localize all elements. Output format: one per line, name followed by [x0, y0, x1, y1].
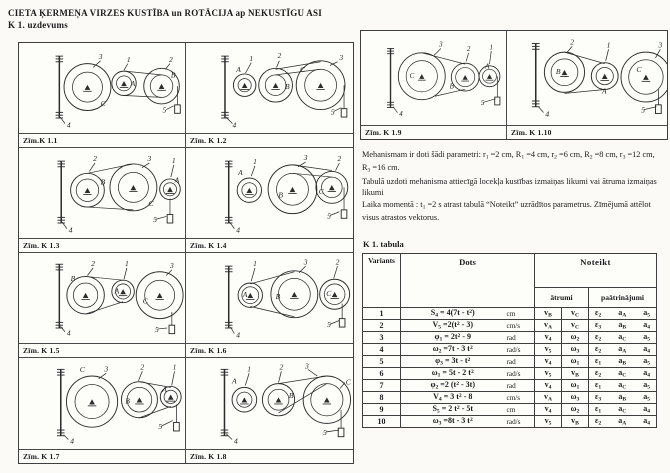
figure-caption: Zīm. K 1.4 — [186, 238, 353, 252]
figure-caption: Zīm. K 1.7 — [19, 449, 185, 463]
velocity-1: $v_4$ — [535, 332, 562, 344]
velocity-1: $v_5$ — [535, 368, 562, 380]
mechanism-diagram — [186, 253, 353, 343]
velocity-1: $v_5$ — [535, 344, 562, 356]
velocity-1: $v_4$ — [535, 356, 562, 368]
figures-grid-right — [360, 30, 668, 140]
acceleration-1: $\varepsilon_2$ — [595, 344, 602, 355]
mechanism-diagram-svg — [19, 43, 185, 133]
acceleration-3: $a_4$ — [643, 368, 650, 379]
svg-text:4: 4 — [233, 436, 238, 446]
figure-cell — [186, 253, 353, 358]
svg-text:5: 5 — [327, 211, 331, 221]
svg-text:B: B — [170, 70, 176, 80]
variants-table — [362, 253, 657, 428]
svg-text:C: C — [345, 377, 351, 387]
variant-number: 2 — [363, 320, 401, 332]
svg-text:4: 4 — [66, 328, 71, 338]
svg-text:5: 5 — [330, 107, 335, 117]
svg-text:1: 1 — [253, 259, 257, 269]
acceleration-1: $\varepsilon_1$ — [595, 404, 602, 415]
acceleration-2: $a_C$ — [618, 368, 627, 379]
acceleration-2: $a_B$ — [618, 356, 627, 367]
svg-text:C: C — [636, 65, 642, 75]
svg-text:1: 1 — [249, 53, 254, 63]
table-row — [363, 356, 657, 368]
svg-text:4: 4 — [232, 120, 237, 130]
col-header-atrumi: ātrumi — [535, 288, 589, 308]
accelerations — [589, 416, 657, 428]
acceleration-3: $a_5$ — [643, 332, 650, 343]
svg-text:B: B — [284, 81, 290, 91]
acceleration-3: $a_5$ — [643, 392, 650, 403]
mechanism-diagram-svg — [186, 148, 353, 238]
svg-text:C: C — [79, 365, 85, 375]
formula-unit: cm/s — [505, 392, 535, 404]
table-row — [363, 308, 657, 320]
mechanism-diagram — [19, 148, 185, 238]
accelerations — [589, 320, 657, 332]
formula-unit: cm/s — [505, 320, 535, 332]
svg-text:B: B — [125, 396, 130, 406]
figure-caption: Zīm. K 1.2 — [186, 133, 353, 147]
velocity-2: $\omega_3$ — [562, 344, 589, 356]
table-row — [363, 392, 657, 404]
figure-cell — [186, 148, 353, 253]
title-line1: CIETA ĶERMEŅA VIRZES KUSTĪBA un ROTĀCIJA ap NEKUSTĪGU ASI — [8, 8, 323, 18]
svg-text:3: 3 — [303, 153, 308, 163]
acceleration-1: $\varepsilon_1$ — [595, 380, 602, 391]
svg-text:3: 3 — [303, 257, 308, 267]
mechanism-diagram — [361, 31, 506, 125]
svg-text:C: C — [100, 98, 106, 108]
figure-caption: Zīm. K 1.8 — [186, 449, 353, 463]
svg-text:B: B — [555, 67, 561, 77]
figure-cell — [19, 148, 186, 253]
velocity-2: $\omega_3$ — [562, 392, 589, 404]
svg-text:A: A — [162, 385, 167, 395]
svg-text:2: 2 — [169, 54, 173, 64]
svg-text:4: 4 — [68, 225, 73, 235]
svg-text:1: 1 — [124, 259, 129, 269]
figure-caption: Zīm. K 1.10 — [507, 125, 667, 139]
svg-text:C: C — [148, 199, 154, 209]
accelerations — [589, 356, 657, 368]
acceleration-2: $a_B$ — [618, 392, 627, 403]
mechanism-diagram-svg — [186, 358, 353, 449]
accelerations — [589, 404, 657, 416]
table-row — [363, 416, 657, 428]
formula-unit: rad — [505, 332, 535, 344]
acceleration-2: $a_A$ — [618, 308, 627, 319]
svg-text:A: A — [601, 86, 607, 96]
figure-cell — [19, 358, 186, 463]
svg-text:3: 3 — [305, 361, 309, 371]
velocity-2: $v_C$ — [562, 308, 589, 320]
svg-text:A: A — [238, 168, 243, 178]
velocity-1: $v_4$ — [535, 404, 562, 416]
variant-number: 3 — [363, 332, 401, 344]
acceleration-2: $a_C$ — [618, 332, 627, 343]
given-formula: $\omega_3 =8t - 3$ $t^2$ — [401, 416, 505, 428]
svg-text:2: 2 — [335, 257, 340, 267]
given-formula: $S_5 = 2$ $t^2 - 5t$ — [401, 404, 505, 416]
acceleration-1: $\varepsilon_2$ — [595, 368, 602, 379]
accelerations — [589, 332, 657, 344]
svg-text:B: B — [70, 274, 76, 284]
svg-text:2: 2 — [337, 154, 342, 164]
acceleration-2: $a_C$ — [618, 404, 627, 415]
svg-text:C: C — [142, 296, 148, 306]
acceleration-1: $\varepsilon_2$ — [595, 308, 602, 319]
col-header-paatrinajumi: paātrinājumi — [589, 288, 657, 308]
acceleration-2: $a_A$ — [618, 416, 627, 427]
svg-text:C: C — [326, 289, 332, 299]
formula-unit: rad/s — [505, 416, 535, 428]
figure-cell — [19, 43, 186, 148]
mechanism-diagram-svg — [19, 148, 185, 238]
formula-unit: rad/s — [505, 344, 535, 356]
figure-caption: Zīm. K 1.5 — [19, 343, 185, 357]
acceleration-3: $a_5$ — [643, 380, 650, 391]
acceleration-2: $a_C$ — [618, 380, 627, 391]
mechanism-diagram — [507, 31, 667, 125]
svg-text:B: B — [275, 291, 281, 301]
acceleration-3: $a_4$ — [643, 416, 650, 427]
description-parameters: Mehanismam ir doti šādi parametri: $r_1 =2$ cm, $R_1 =4$ cm, $r_2 =6$ cm, $R_2 =8$ cm, $r_3 =12$ cm, $R_3 =16$ cm. — [362, 150, 655, 174]
figures-grid-left — [18, 42, 354, 464]
svg-text:4: 4 — [545, 109, 550, 119]
svg-text:5: 5 — [480, 98, 485, 107]
mechanism-diagram-svg — [186, 43, 353, 133]
table-body — [363, 308, 657, 428]
svg-text:2: 2 — [140, 362, 145, 372]
svg-text:A: A — [485, 62, 490, 71]
svg-text:2: 2 — [91, 259, 95, 269]
svg-text:4: 4 — [236, 225, 240, 235]
velocity-1: $v_5$ — [535, 416, 562, 428]
velocity-1: $v_A$ — [535, 392, 562, 404]
velocity-1: $v_B$ — [535, 308, 562, 320]
figure-caption: Zīm.K 1.1 — [19, 133, 185, 147]
mechanism-diagram — [19, 358, 185, 449]
given-formula: $V_5 =2(t^2 - 3)$ — [401, 320, 505, 332]
svg-text:5: 5 — [641, 105, 645, 115]
svg-text:C: C — [299, 65, 305, 75]
given-formula: $\varphi_3 = 3t - t^2$ — [401, 356, 505, 368]
svg-text:4: 4 — [236, 330, 240, 340]
figure-cell — [361, 31, 507, 139]
svg-text:B: B — [100, 177, 106, 187]
variant-number: 1 — [363, 308, 401, 320]
acceleration-3: $a_4$ — [643, 320, 650, 331]
svg-text:3: 3 — [169, 261, 174, 270]
velocity-2: $v_B$ — [562, 416, 589, 428]
acceleration-3: $a_5$ — [643, 308, 650, 319]
mechanism-diagram — [19, 253, 185, 343]
velocity-1: $v_4$ — [535, 380, 562, 392]
col-header-noteikt: Noteikt — [535, 254, 657, 288]
svg-text:A: A — [130, 79, 136, 89]
figure-cell — [19, 253, 186, 358]
svg-text:B: B — [288, 390, 294, 400]
description-task: Laika momentā : $t_1 =2$ s atrast tabulā “Noteikt” uzrādītos parametrus. Zīmējumā attēlot visus atrastos vektorus. — [362, 199, 651, 222]
figure-caption: Zīm. K 1.3 — [19, 238, 185, 252]
formula-unit: cm — [505, 308, 535, 320]
mechanism-diagram — [186, 43, 353, 133]
svg-text:3: 3 — [439, 40, 443, 49]
svg-text:5: 5 — [323, 427, 327, 437]
acceleration-3: $a_4$ — [643, 404, 650, 415]
velocity-2: $v_C$ — [562, 320, 589, 332]
svg-text:1: 1 — [172, 362, 177, 372]
acceleration-1: $\varepsilon_3$ — [595, 320, 602, 331]
figure-caption: Zīm. K 1.9 — [361, 125, 506, 139]
svg-text:1: 1 — [606, 40, 611, 50]
acceleration-3: $a_5$ — [643, 356, 650, 367]
acceleration-2: $a_A$ — [618, 344, 627, 355]
variant-number: 8 — [363, 392, 401, 404]
svg-text:3: 3 — [147, 154, 152, 164]
velocity-2: $\omega_2$ — [562, 332, 589, 344]
figure-cell — [186, 43, 353, 148]
accelerations — [589, 392, 657, 404]
svg-text:C: C — [318, 186, 324, 196]
svg-text:2: 2 — [277, 51, 282, 60]
svg-text:5: 5 — [154, 324, 159, 334]
acceleration-1: $\varepsilon_1$ — [595, 356, 602, 367]
figure-cell — [507, 31, 667, 139]
table-row — [363, 404, 657, 416]
formula-unit: cm — [505, 404, 535, 416]
mechanism-diagram-svg — [507, 31, 667, 125]
svg-text:1: 1 — [489, 43, 493, 52]
svg-text:1: 1 — [171, 156, 176, 165]
formula-unit: rad — [505, 356, 535, 368]
svg-text:5: 5 — [327, 320, 331, 330]
svg-text:A: A — [174, 175, 180, 185]
given-formula: $\varphi_2 =2$ $(t^2 - 3t)$ — [401, 380, 505, 392]
variant-number: 10 — [363, 416, 401, 428]
svg-text:2: 2 — [570, 37, 575, 47]
given-formula: $\omega_1 = 5t - 2$ $t^2$ — [401, 368, 505, 380]
table-row — [363, 380, 657, 392]
svg-text:5: 5 — [158, 422, 163, 432]
variant-number: 5 — [363, 356, 401, 368]
table-title: K 1. tabula — [363, 239, 404, 249]
description-table-note: Tabulā uzdoti mehanisma attiecīgā locekļa kustības izmaiņas likumi vai ātruma izmaiņas likumi — [362, 176, 657, 197]
svg-text:5: 5 — [162, 105, 167, 115]
svg-text:4: 4 — [399, 110, 403, 119]
mechanism-diagram-svg — [19, 358, 185, 449]
svg-text:A: A — [236, 65, 241, 75]
svg-text:3: 3 — [339, 52, 344, 62]
svg-text:A: A — [114, 286, 120, 296]
acceleration-1: $\varepsilon_2$ — [595, 416, 602, 427]
mechanism-diagram — [19, 43, 185, 133]
velocity-2: $v_B$ — [562, 368, 589, 380]
given-formula: $S_4 = 4(7t - t^2)$ — [401, 308, 505, 320]
svg-text:3: 3 — [98, 51, 103, 61]
variant-number: 6 — [363, 368, 401, 380]
table-row — [363, 344, 657, 356]
velocity-2: $\omega_1$ — [562, 380, 589, 392]
svg-text:4: 4 — [66, 120, 71, 130]
formula-unit: rad/s — [505, 368, 535, 380]
svg-text:2: 2 — [279, 362, 284, 372]
svg-text:3: 3 — [658, 40, 663, 50]
svg-text:1: 1 — [247, 364, 252, 374]
table-row — [363, 368, 657, 380]
mechanism-diagram — [186, 148, 353, 238]
velocity-1: $v_A$ — [535, 320, 562, 332]
given-formula: $\varphi_1 = 2t^2 - 9$ — [401, 332, 505, 344]
table-row — [363, 320, 657, 332]
svg-text:A: A — [242, 290, 248, 300]
svg-text:1: 1 — [253, 156, 257, 166]
svg-text:5: 5 — [153, 215, 157, 225]
variant-number: 7 — [363, 380, 401, 392]
table-header — [363, 254, 657, 308]
worksheet-title — [8, 8, 360, 31]
svg-text:A: A — [232, 376, 237, 386]
accelerations — [589, 344, 657, 356]
accelerations — [589, 368, 657, 380]
svg-text:3: 3 — [104, 364, 109, 374]
figure-caption: Zīm. K 1.6 — [186, 343, 353, 357]
svg-text:2: 2 — [466, 45, 471, 54]
accelerations — [589, 380, 657, 392]
variant-number: 9 — [363, 404, 401, 416]
given-formula: $V_4 = 3$ $t^2 - 8$ — [401, 392, 505, 404]
accelerations — [589, 308, 657, 320]
problem-description — [362, 149, 665, 224]
velocity-2: $\omega_2$ — [562, 404, 589, 416]
svg-text:B: B — [278, 190, 283, 200]
svg-text:2: 2 — [93, 154, 97, 164]
col-header-variants: Variants — [363, 254, 401, 308]
figure-cell — [186, 358, 353, 463]
mechanism-diagram-svg — [361, 31, 506, 125]
acceleration-2: $a_B$ — [618, 320, 627, 331]
variant-number: 4 — [363, 344, 401, 356]
title-line2: K 1. uzdevums — [8, 19, 69, 30]
acceleration-1: $\varepsilon_2$ — [595, 332, 602, 343]
mechanism-diagram-svg — [19, 253, 185, 343]
formula-unit: rad — [505, 380, 535, 392]
mechanism-diagram-svg — [186, 253, 353, 343]
svg-text:4: 4 — [70, 436, 75, 446]
acceleration-3: $a_4$ — [643, 344, 650, 355]
col-header-dots: Dots — [401, 254, 535, 308]
mechanism-diagram — [186, 358, 353, 449]
velocity-2: $\omega_1$ — [562, 356, 589, 368]
given-formula: $\omega_2 =7t - 3$ $t^2$ — [401, 344, 505, 356]
acceleration-1: $\varepsilon_3$ — [595, 392, 602, 403]
svg-text:1: 1 — [126, 54, 131, 64]
table-row — [363, 332, 657, 344]
svg-text:C: C — [409, 72, 415, 80]
svg-text:B: B — [449, 82, 454, 91]
